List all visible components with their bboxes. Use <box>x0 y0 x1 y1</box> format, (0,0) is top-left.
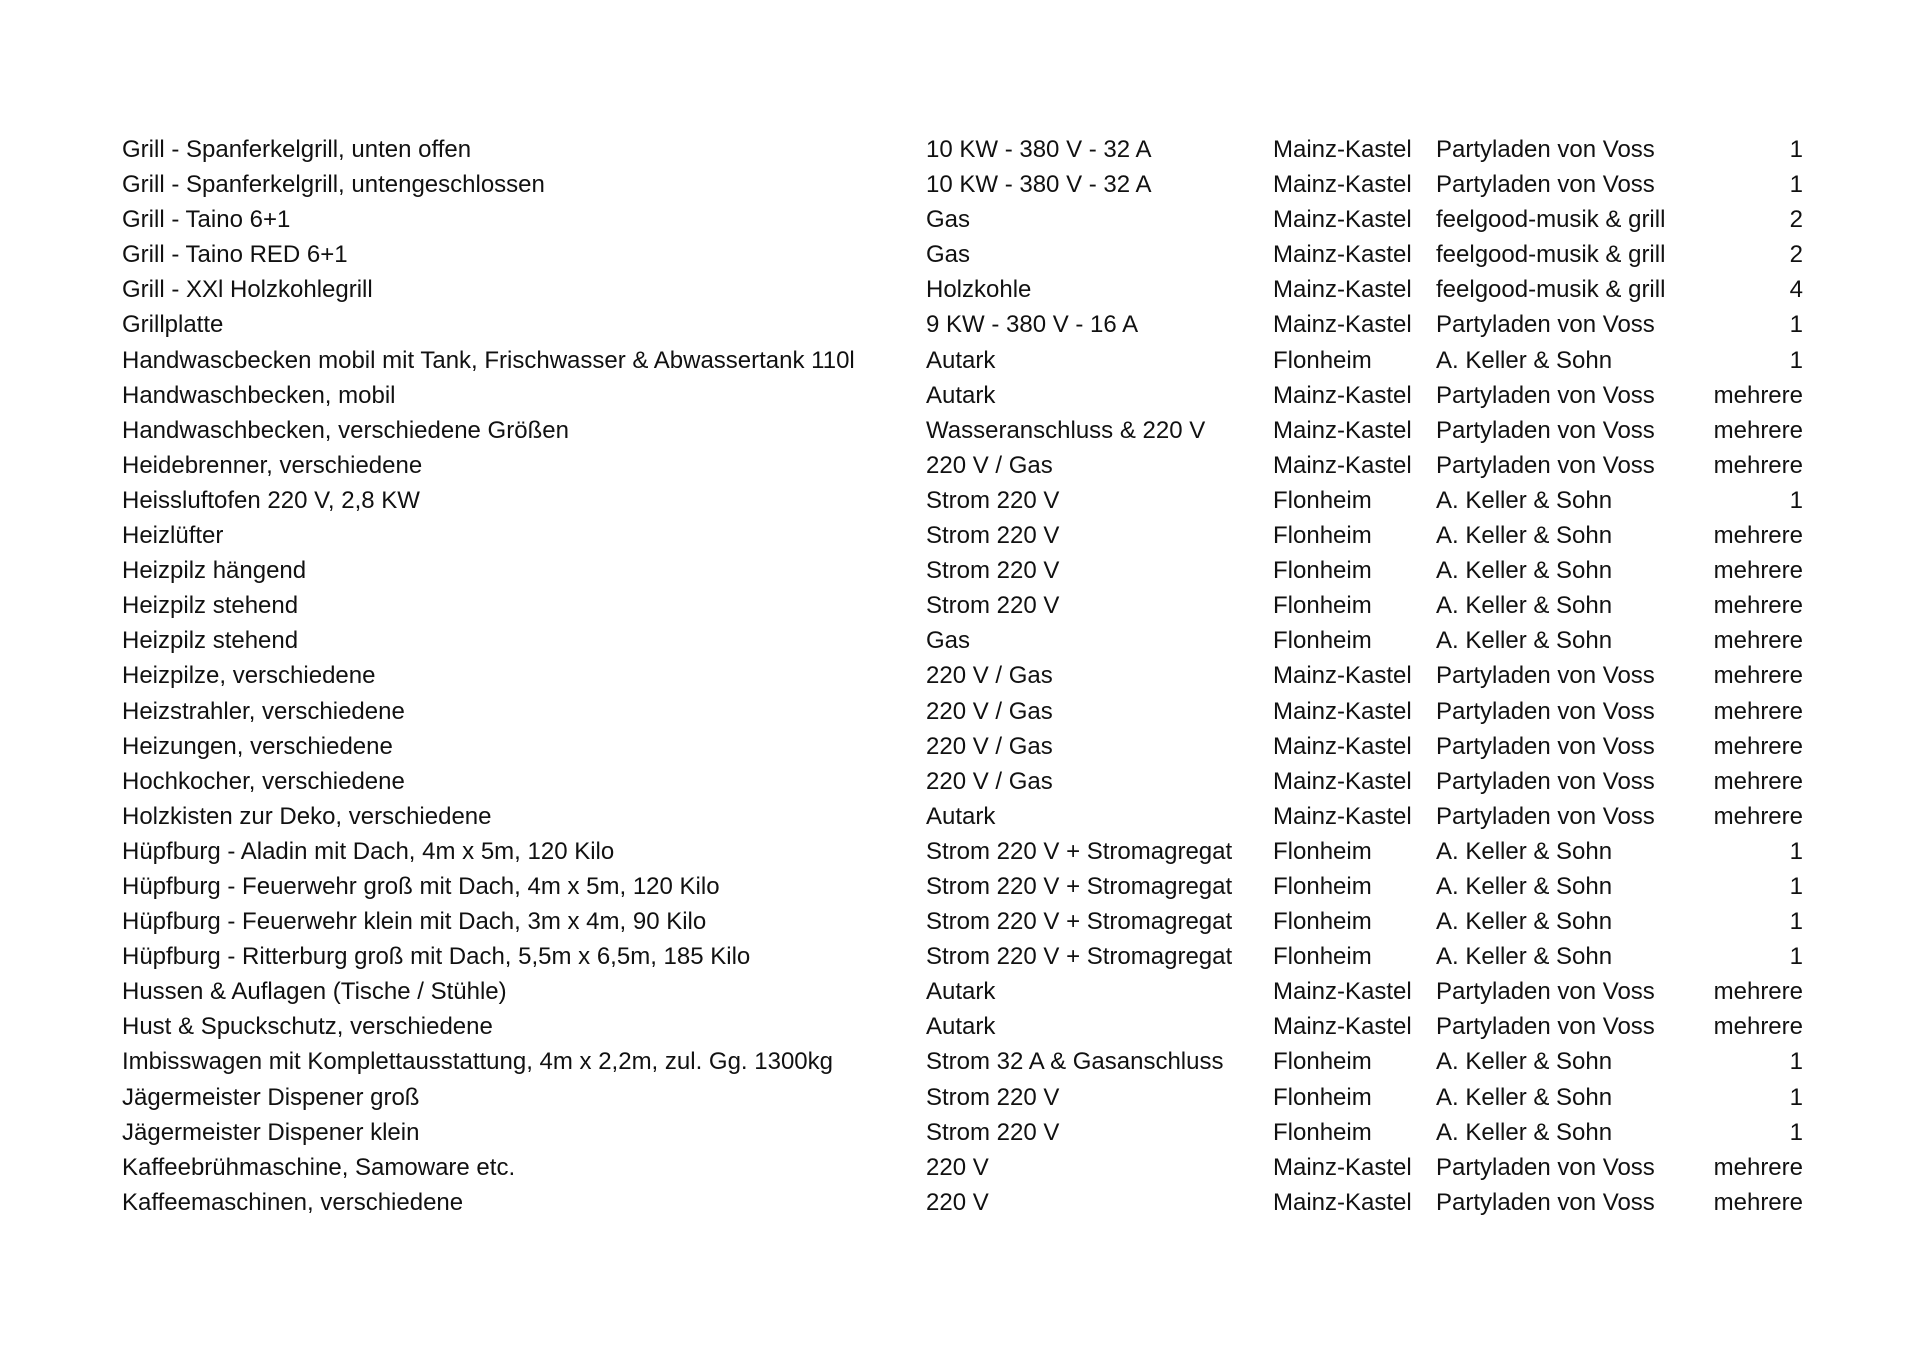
table-row <box>0 588 1920 623</box>
item-vendor: A. Keller & Sohn <box>1436 908 1613 936</box>
item-name: Heizpilz stehend <box>122 592 299 620</box>
item-power-supply: Autark <box>926 1013 996 1041</box>
item-location: Mainz-Kastel <box>1273 416 1412 444</box>
table-row <box>0 132 1920 167</box>
item-vendor: A. Keller & Sohn <box>1436 837 1613 865</box>
item-location: Flonheim <box>1273 1083 1372 1111</box>
item-power-supply: 9 KW - 380 V - 16 A <box>926 311 1139 339</box>
item-quantity: 1 <box>1789 1118 1803 1146</box>
item-power-supply: Autark <box>926 346 996 374</box>
table-row <box>0 1150 1920 1185</box>
item-name: Hussen & Auflagen (Tische / Stühle) <box>122 978 507 1006</box>
item-name: Heissluftofen 220 V, 2,8 KW <box>122 486 420 514</box>
table-row <box>0 378 1920 413</box>
item-location: Flonheim <box>1273 627 1372 655</box>
table-row <box>0 1044 1920 1079</box>
item-name: Kaffeemaschinen, verschiedene <box>122 1188 464 1216</box>
table-row <box>0 272 1920 307</box>
item-quantity: mehrere <box>1713 978 1803 1006</box>
table-row <box>0 974 1920 1009</box>
table-row <box>0 343 1920 378</box>
item-location: Mainz-Kastel <box>1273 381 1412 409</box>
item-vendor: A. Keller & Sohn <box>1436 872 1613 900</box>
item-quantity: mehrere <box>1713 1188 1803 1216</box>
item-vendor: Partyladen von Voss <box>1436 1153 1655 1181</box>
item-quantity: 1 <box>1789 171 1803 199</box>
item-power-supply: Strom 220 V + Stromagregat <box>926 872 1233 900</box>
item-quantity: mehrere <box>1713 662 1803 690</box>
item-power-supply: Strom 220 V <box>926 1118 1060 1146</box>
item-power-supply: 220 V <box>926 1153 989 1181</box>
item-vendor: Partyladen von Voss <box>1436 416 1655 444</box>
item-vendor: feelgood-musik & grill <box>1436 206 1666 234</box>
item-quantity: mehrere <box>1713 381 1803 409</box>
item-name: Hüpfburg - Aladin mit Dach, 4m x 5m, 120 Kilo <box>122 837 615 865</box>
item-name: Imbisswagen mit Komplettausstattung, 4m x 2,2m, zul. Gg. 1300kg <box>122 1048 833 1076</box>
item-quantity: mehrere <box>1713 802 1803 830</box>
item-name: Jägermeister Dispener groß <box>122 1083 420 1111</box>
item-name: Hüpfburg - Ritterburg groß mit Dach, 5,5m x 6,5m, 185 Kilo <box>122 943 751 971</box>
item-location: Flonheim <box>1273 592 1372 620</box>
item-name: Hüpfburg - Feuerwehr groß mit Dach, 4m x 5m, 120 Kilo <box>122 872 720 900</box>
item-quantity: mehrere <box>1713 416 1803 444</box>
item-name: Hüpfburg - Feuerwehr klein mit Dach, 3m x 4m, 90 Kilo <box>122 908 707 936</box>
item-quantity: mehrere <box>1713 592 1803 620</box>
table-row <box>0 729 1920 764</box>
item-quantity: 1 <box>1789 1048 1803 1076</box>
item-quantity: 1 <box>1789 943 1803 971</box>
table-row <box>0 764 1920 799</box>
item-location: Mainz-Kastel <box>1273 241 1412 269</box>
table-row <box>0 939 1920 974</box>
item-name: Hust & Spuckschutz, verschiedene <box>122 1013 493 1041</box>
item-quantity: mehrere <box>1713 557 1803 585</box>
equipment-list <box>0 132 1920 1220</box>
item-vendor: Partyladen von Voss <box>1436 311 1655 339</box>
item-name: Heizpilz hängend <box>122 557 307 585</box>
item-location: Mainz-Kastel <box>1273 1188 1412 1216</box>
item-location: Flonheim <box>1273 557 1372 585</box>
item-power-supply: Gas <box>926 627 971 655</box>
item-vendor: Partyladen von Voss <box>1436 662 1655 690</box>
item-name: Heidebrenner, verschiedene <box>122 451 423 479</box>
table-row <box>0 553 1920 588</box>
item-location: Flonheim <box>1273 486 1372 514</box>
item-quantity: mehrere <box>1713 1013 1803 1041</box>
item-power-supply: 10 KW - 380 V - 32 A <box>926 136 1152 163</box>
table-row <box>0 658 1920 693</box>
item-power-supply: Autark <box>926 381 996 409</box>
item-power-supply: Strom 32 A & Gasanschluss <box>926 1048 1224 1076</box>
item-vendor: Partyladen von Voss <box>1436 1013 1655 1041</box>
item-quantity: 1 <box>1789 311 1803 339</box>
item-location: Mainz-Kastel <box>1273 206 1412 234</box>
item-location: Mainz-Kastel <box>1273 451 1412 479</box>
item-power-supply: Strom 220 V <box>926 557 1060 585</box>
item-location: Mainz-Kastel <box>1273 311 1412 339</box>
item-name: Grillplatte <box>122 311 224 339</box>
table-row <box>0 307 1920 342</box>
item-power-supply: Autark <box>926 802 996 830</box>
table-row <box>0 799 1920 834</box>
item-power-supply: 220 V / Gas <box>926 767 1053 795</box>
item-quantity: mehrere <box>1713 1153 1803 1181</box>
item-name: Heizpilz stehend <box>122 627 299 655</box>
item-power-supply: Holzkohle <box>926 276 1032 304</box>
item-quantity: 1 <box>1789 136 1803 163</box>
item-name: Jägermeister Dispener klein <box>122 1118 420 1146</box>
item-name: Heizungen, verschiedene <box>122 732 393 760</box>
item-power-supply: Strom 220 V <box>926 522 1060 550</box>
item-name: Handwaschbecken, verschiedene Größen <box>122 416 569 444</box>
table-row <box>0 237 1920 272</box>
item-location: Mainz-Kastel <box>1273 662 1412 690</box>
item-quantity: 4 <box>1789 276 1803 304</box>
table-row <box>0 448 1920 483</box>
item-power-supply: Wasseranschluss & 220 V <box>926 416 1206 444</box>
item-vendor: A. Keller & Sohn <box>1436 1083 1613 1111</box>
item-location: Flonheim <box>1273 1048 1372 1076</box>
item-power-supply: Autark <box>926 978 996 1006</box>
item-quantity: mehrere <box>1713 732 1803 760</box>
table-row <box>0 1115 1920 1150</box>
item-location: Mainz-Kastel <box>1273 171 1412 199</box>
item-vendor: Partyladen von Voss <box>1436 697 1655 725</box>
table-row <box>0 1080 1920 1115</box>
item-vendor: A. Keller & Sohn <box>1436 1118 1613 1146</box>
table-row <box>0 413 1920 448</box>
item-name: Kaffeebrühmaschine, Samoware etc. <box>122 1153 516 1181</box>
item-name: Heizlüfter <box>122 522 224 550</box>
item-location: Mainz-Kastel <box>1273 767 1412 795</box>
item-vendor: feelgood-musik & grill <box>1436 241 1666 269</box>
item-quantity: 1 <box>1789 908 1803 936</box>
item-vendor: feelgood-musik & grill <box>1436 276 1666 304</box>
item-name: Grill - Spanferkelgrill, untengeschlossen <box>122 171 545 199</box>
item-quantity: 1 <box>1789 872 1803 900</box>
item-location: Flonheim <box>1273 908 1372 936</box>
item-vendor: A. Keller & Sohn <box>1436 627 1613 655</box>
item-vendor: Partyladen von Voss <box>1436 451 1655 479</box>
item-location: Mainz-Kastel <box>1273 697 1412 725</box>
item-location: Flonheim <box>1273 346 1372 374</box>
item-vendor: Partyladen von Voss <box>1436 767 1655 795</box>
item-power-supply: Strom 220 V <box>926 486 1060 514</box>
item-vendor: A. Keller & Sohn <box>1436 346 1613 374</box>
item-quantity: 1 <box>1789 486 1803 514</box>
item-vendor: Partyladen von Voss <box>1436 978 1655 1006</box>
item-quantity: 2 <box>1789 241 1803 269</box>
item-vendor: Partyladen von Voss <box>1436 802 1655 830</box>
item-quantity: 2 <box>1789 206 1803 234</box>
item-location: Mainz-Kastel <box>1273 276 1412 304</box>
item-location: Mainz-Kastel <box>1273 732 1412 760</box>
item-vendor: A. Keller & Sohn <box>1436 592 1613 620</box>
item-quantity: mehrere <box>1713 522 1803 550</box>
item-name: Grill - Taino 6+1 <box>122 206 291 234</box>
item-vendor: Partyladen von Voss <box>1436 1188 1655 1216</box>
table-row <box>0 483 1920 518</box>
item-vendor: A. Keller & Sohn <box>1436 943 1613 971</box>
item-location: Flonheim <box>1273 943 1372 971</box>
table-row <box>0 869 1920 904</box>
item-location: Flonheim <box>1273 522 1372 550</box>
item-quantity: 1 <box>1789 1083 1803 1111</box>
item-quantity: mehrere <box>1713 451 1803 479</box>
item-name: Handwaschbecken, mobil <box>122 381 396 409</box>
item-quantity: mehrere <box>1713 767 1803 795</box>
item-name: Heizpilze, verschiedene <box>122 662 376 690</box>
item-power-supply: 220 V / Gas <box>926 732 1053 760</box>
item-power-supply: 220 V / Gas <box>926 451 1053 479</box>
table-row <box>0 904 1920 939</box>
item-power-supply: Strom 220 V + Stromagregat <box>926 908 1233 936</box>
item-vendor: A. Keller & Sohn <box>1436 522 1613 550</box>
item-name: Handwascbecken mobil mit Tank, Frischwasser & Abwassertank 110l <box>122 346 855 374</box>
item-power-supply: Gas <box>926 206 971 234</box>
item-vendor: A. Keller & Sohn <box>1436 1048 1613 1076</box>
item-vendor: A. Keller & Sohn <box>1436 486 1613 514</box>
item-name: Grill - XXl Holzkohlegrill <box>122 276 373 304</box>
item-power-supply: Strom 220 V + Stromagregat <box>926 837 1233 865</box>
table-row <box>0 202 1920 237</box>
item-name: Heizstrahler, verschiedene <box>122 697 405 725</box>
item-location: Mainz-Kastel <box>1273 978 1412 1006</box>
item-power-supply: Strom 220 V <box>926 592 1060 620</box>
table-row <box>0 518 1920 553</box>
item-location: Mainz-Kastel <box>1273 802 1412 830</box>
item-name: Grill - Taino RED 6+1 <box>122 241 348 269</box>
item-vendor: A. Keller & Sohn <box>1436 557 1613 585</box>
table-row <box>0 167 1920 202</box>
item-location: Mainz-Kastel <box>1273 136 1412 163</box>
item-location: Mainz-Kastel <box>1273 1013 1412 1041</box>
table-row <box>0 1009 1920 1044</box>
item-location: Flonheim <box>1273 1118 1372 1146</box>
item-name: Holzkisten zur Deko, verschiedene <box>122 802 492 830</box>
item-location: Flonheim <box>1273 872 1372 900</box>
item-power-supply: 220 V / Gas <box>926 662 1053 690</box>
item-power-supply: Gas <box>926 241 971 269</box>
item-vendor: Partyladen von Voss <box>1436 732 1655 760</box>
item-vendor: Partyladen von Voss <box>1436 171 1655 199</box>
item-quantity: mehrere <box>1713 697 1803 725</box>
item-power-supply: 10 KW - 380 V - 32 A <box>926 171 1152 199</box>
item-vendor: Partyladen von Voss <box>1436 136 1655 163</box>
item-quantity: 1 <box>1789 837 1803 865</box>
item-power-supply: 220 V / Gas <box>926 697 1053 725</box>
item-quantity: 1 <box>1789 346 1803 374</box>
item-vendor: Partyladen von Voss <box>1436 381 1655 409</box>
table-row <box>0 834 1920 869</box>
table-row <box>0 623 1920 658</box>
item-name: Hochkocher, verschiedene <box>122 767 405 795</box>
item-location: Flonheim <box>1273 837 1372 865</box>
table-row <box>0 694 1920 729</box>
item-power-supply: Strom 220 V + Stromagregat <box>926 943 1233 971</box>
item-name: Grill - Spanferkelgrill, unten offen <box>122 136 472 163</box>
item-power-supply: Strom 220 V <box>926 1083 1060 1111</box>
item-power-supply: 220 V <box>926 1188 989 1216</box>
table-row <box>0 1185 1920 1220</box>
item-location: Mainz-Kastel <box>1273 1153 1412 1181</box>
item-quantity: mehrere <box>1713 627 1803 655</box>
